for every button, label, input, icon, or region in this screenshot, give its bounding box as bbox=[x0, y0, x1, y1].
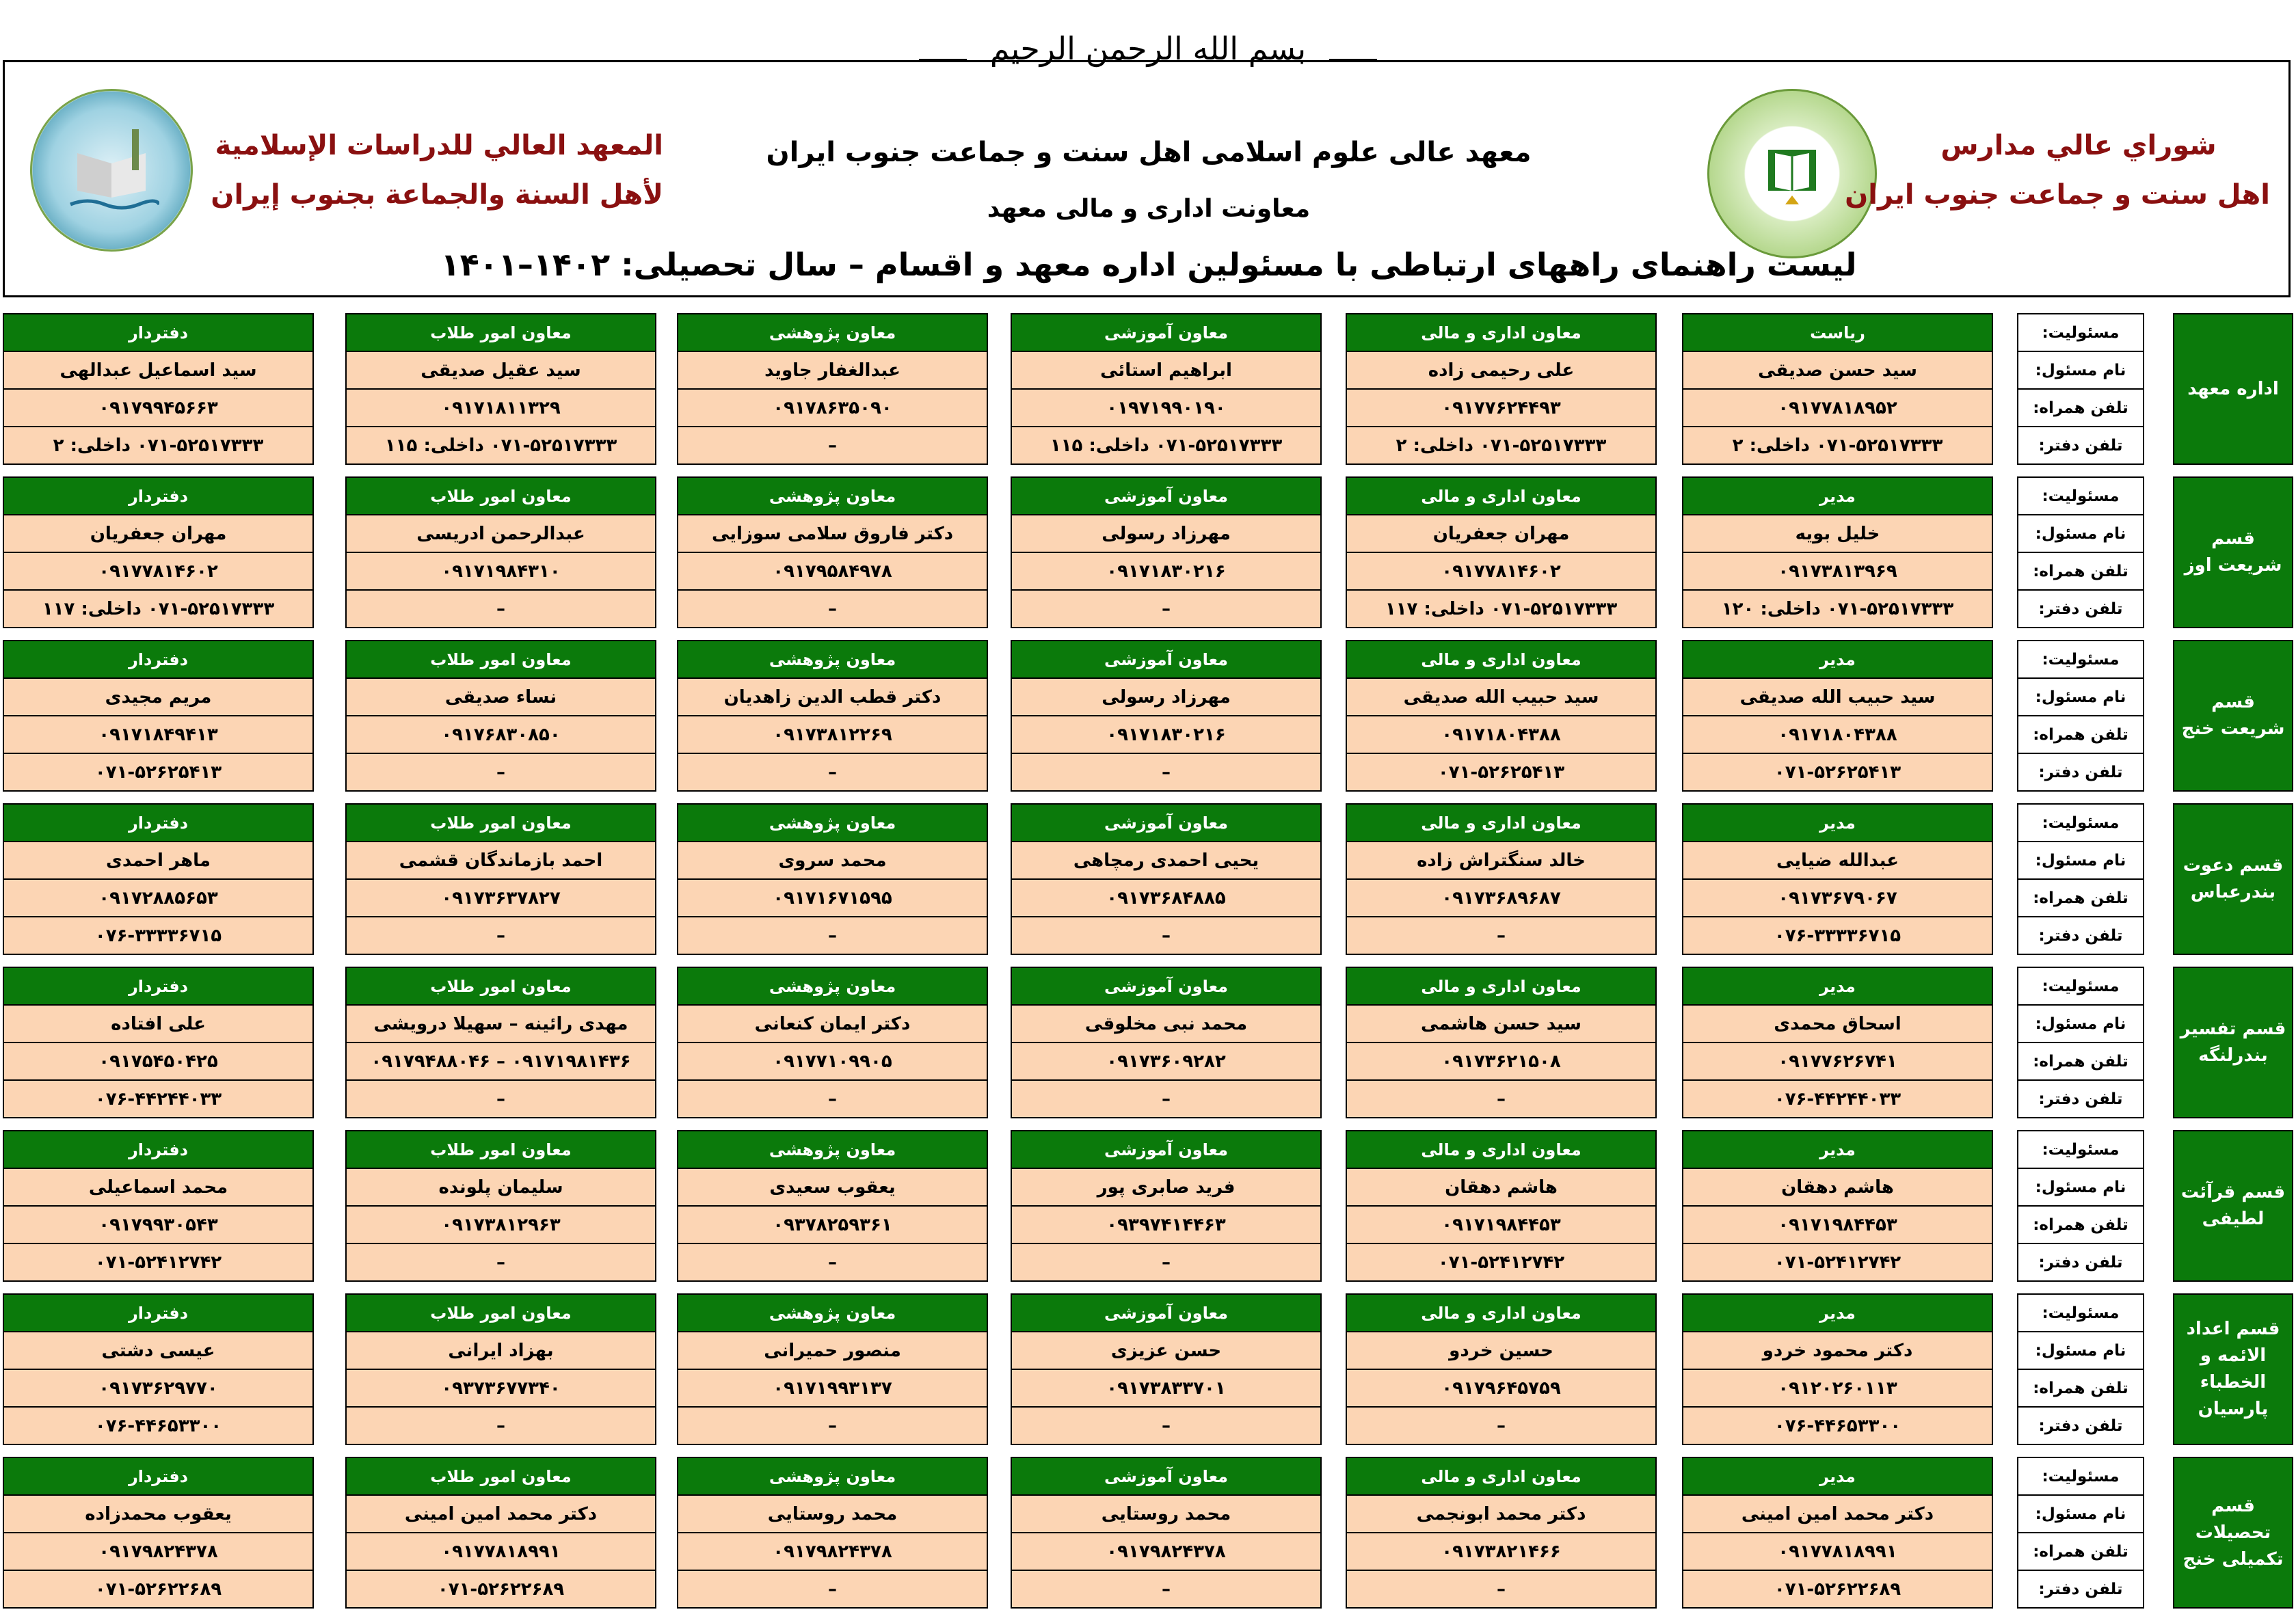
entry-office-cell: ۰۷۱-۵۲۶۲۲۶۸۹ bbox=[1682, 1571, 1993, 1609]
entry-office-cell: – bbox=[345, 754, 656, 792]
entry-office-cell: – bbox=[345, 1408, 656, 1445]
entry-role-header: معاون پژوهشی bbox=[677, 967, 988, 1006]
entry-role-header: معاون امور طلاب bbox=[345, 967, 656, 1006]
row-label-role: مسئولیت: bbox=[2017, 1293, 2144, 1332]
row-label-role: مسئولیت: bbox=[2017, 1130, 2144, 1169]
entry-office-cell: – bbox=[677, 1408, 988, 1445]
entry-office-cell: ۰۷۱-۵۲۴۱۲۷۴۲ bbox=[1682, 1244, 1993, 1282]
row-label-role: مسئولیت: bbox=[2017, 476, 2144, 515]
entry-name-cell: مهدی رائینه – سهیلا درویشی bbox=[345, 1006, 656, 1043]
entry-mobile-cell: ۰۹۱۷۱۹۹۳۱۳۷ bbox=[677, 1370, 988, 1408]
row-label-role: مسئولیت: bbox=[2017, 967, 2144, 1006]
entry-mobile-cell: ۰۹۱۷۷۱۰۹۹۰۵ bbox=[677, 1043, 988, 1081]
entry-role-header: معاون امور طلاب bbox=[345, 1457, 656, 1496]
row-label-office: تلفن دفتر: bbox=[2017, 1244, 2144, 1282]
entry-mobile-cell: ۰۹۱۷۳۸۳۳۷۰۱ bbox=[1011, 1370, 1322, 1408]
left-institute-subtitle: لأهل السنة والجماعة بجنوب إيران bbox=[211, 179, 663, 211]
row-label-office: تلفن دفتر: bbox=[2017, 1571, 2144, 1609]
entry-mobile-cell: ۰۱۹۷۱۹۹۰۱۹۰ bbox=[1011, 390, 1322, 427]
row-label-role: مسئولیت: bbox=[2017, 1457, 2144, 1496]
entry-office-cell: – bbox=[345, 1081, 656, 1118]
entry-name-cell: فرید صابری پور bbox=[1011, 1169, 1322, 1207]
entry-name-cell: عیسی دشتی bbox=[3, 1332, 314, 1370]
entry-mobile-cell: ۰۹۱۷۷۸۱۸۹۵۲ bbox=[1682, 390, 1993, 427]
row-label-office: تلفن دفتر: bbox=[2017, 1408, 2144, 1445]
row-label-name: نام مسئول: bbox=[2017, 842, 2144, 880]
row-label-mobile: تلفن همراه: bbox=[2017, 553, 2144, 591]
entry-office-cell: ۰۷۱-۵۲۶۲۵۴۱۳ bbox=[1682, 754, 1993, 792]
row-label-office: تلفن دفتر: bbox=[2017, 591, 2144, 628]
entry-name-cell: سید حسن صدیقی bbox=[1682, 352, 1993, 390]
entry-role-header: معاون اداری و مالی bbox=[1346, 967, 1657, 1006]
entry-mobile-cell: ۰۹۱۷۳۶۷۹۰۶۷ bbox=[1682, 880, 1993, 917]
entry-mobile-cell: ۰۹۱۷۳۸۱۲۹۶۳ bbox=[345, 1207, 656, 1244]
entry-role-header: معاون امور طلاب bbox=[345, 1130, 656, 1169]
entry-name-cell: دکتر فاروق سلامی سوزایی bbox=[677, 515, 988, 553]
row-label-office: تلفن دفتر: bbox=[2017, 754, 2144, 792]
entry-role-header: ریاست bbox=[1682, 313, 1993, 352]
entry-mobile-cell: ۰۹۱۷۱۹۸۴۳۱۰ bbox=[345, 553, 656, 591]
entry-role-header: معاون آموزشی bbox=[1011, 1293, 1322, 1332]
entry-name-cell: یعقوب سعیدی bbox=[677, 1169, 988, 1207]
entry-role-header: مدیر bbox=[1682, 1293, 1993, 1332]
entry-role-header: معاون اداری و مالی bbox=[1346, 803, 1657, 842]
entry-mobile-cell: ۰۹۱۷۱۸۴۹۴۱۳ bbox=[3, 716, 314, 754]
row-label-mobile: تلفن همراه: bbox=[2017, 390, 2144, 427]
entry-office-cell: – bbox=[345, 1244, 656, 1282]
row-label-name: نام مسئول: bbox=[2017, 1006, 2144, 1043]
row-label-name: نام مسئول: bbox=[2017, 679, 2144, 716]
entry-office-cell: ۰۷۱-۵۲۶۲۲۶۸۹ bbox=[345, 1571, 656, 1609]
entry-mobile-cell: ۰۹۱۷۱۸۳۰۲۱۶ bbox=[1011, 716, 1322, 754]
entry-office-cell: ۰۷۱-۵۲۵۱۷۳۳۳ داخلی: ۲ bbox=[1682, 427, 1993, 465]
entry-role-header: معاون پژوهشی bbox=[677, 1293, 988, 1332]
entry-name-cell: محمد روستایی bbox=[677, 1496, 988, 1533]
entry-role-header: دفتردار bbox=[3, 803, 314, 842]
entry-role-header: معاون آموزشی bbox=[1011, 640, 1322, 679]
entry-role-header: مدیر bbox=[1682, 967, 1993, 1006]
entry-name-cell: دکتر محمد امین امینی bbox=[1682, 1496, 1993, 1533]
entry-mobile-cell: ۰۹۱۷۳۶۸۴۸۸۵ bbox=[1011, 880, 1322, 917]
entry-name-cell: سید اسماعیل عبدالهی bbox=[3, 352, 314, 390]
entry-role-header: معاون اداری و مالی bbox=[1346, 1293, 1657, 1332]
entry-role-header: دفتردار bbox=[3, 313, 314, 352]
entry-name-cell: خالد سنگتراش زاده bbox=[1346, 842, 1657, 880]
entry-mobile-cell: ۰۹۱۷۳۶۰۹۲۸۲ bbox=[1011, 1043, 1322, 1081]
row-label-mobile: تلفن همراه: bbox=[2017, 1533, 2144, 1571]
entry-mobile-cell: ۰۹۱۷۱۹۸۱۴۳۶ – ۰۹۱۷۹۴۸۸۰۴۶ bbox=[345, 1043, 656, 1081]
entry-name-cell: مهرزاد رسولی bbox=[1011, 515, 1322, 553]
entry-office-cell: – bbox=[1346, 1571, 1657, 1609]
entry-office-cell: ۰۷۱-۵۲۶۲۵۴۱۳ bbox=[1346, 754, 1657, 792]
entry-office-cell: – bbox=[1346, 917, 1657, 955]
entry-name-cell: علی افتاده bbox=[3, 1006, 314, 1043]
entry-mobile-cell: ۰۹۱۷۸۶۳۵۰۹۰ bbox=[677, 390, 988, 427]
entry-name-cell: هاشم دهقان bbox=[1682, 1169, 1993, 1207]
entry-role-header: معاون آموزشی bbox=[1011, 476, 1322, 515]
entry-mobile-cell: ۰۹۱۷۳۶۳۷۸۲۷ bbox=[345, 880, 656, 917]
entry-role-header: معاون پژوهشی bbox=[677, 640, 988, 679]
entry-name-cell: عبدالرحمن ادریسی bbox=[345, 515, 656, 553]
entry-name-cell: منصور حمیرانی bbox=[677, 1332, 988, 1370]
section-title: اداره معهد bbox=[2173, 313, 2293, 465]
row-label-name: نام مسئول: bbox=[2017, 352, 2144, 390]
entry-name-cell: دکتر محمد امین امینی bbox=[345, 1496, 656, 1533]
entry-office-cell: – bbox=[1346, 1408, 1657, 1445]
entry-office-cell: ۰۷۱-۵۲۶۲۲۶۸۹ bbox=[3, 1571, 314, 1609]
entry-mobile-cell: ۰۹۱۷۳۸۱۲۲۶۹ bbox=[677, 716, 988, 754]
entry-mobile-cell: ۰۹۱۷۹۵۸۴۹۷۸ bbox=[677, 553, 988, 591]
entry-mobile-cell: ۰۹۱۷۱۸۱۱۳۲۹ bbox=[345, 390, 656, 427]
entry-role-header: معاون آموزشی bbox=[1011, 1457, 1322, 1496]
row-label-mobile: تلفن همراه: bbox=[2017, 1370, 2144, 1408]
entry-role-header: معاون اداری و مالی bbox=[1346, 1457, 1657, 1496]
entry-mobile-cell: ۰۹۱۷۱۸۰۴۳۸۸ bbox=[1682, 716, 1993, 754]
entry-mobile-cell: ۰۹۱۷۳۶۲۹۷۷۰ bbox=[3, 1370, 314, 1408]
entry-name-cell: دکتر ایمان کنعانی bbox=[677, 1006, 988, 1043]
entry-role-header: مدیر bbox=[1682, 476, 1993, 515]
entry-mobile-cell: ۰۹۱۷۷۸۱۸۹۹۱ bbox=[345, 1533, 656, 1571]
entry-name-cell: حسن عزیزی bbox=[1011, 1332, 1322, 1370]
entry-mobile-cell: ۰۹۳۷۳۶۷۷۳۴۰ bbox=[345, 1370, 656, 1408]
row-label-office: تلفن دفتر: bbox=[2017, 917, 2144, 955]
row-label-mobile: تلفن همراه: bbox=[2017, 1043, 2144, 1081]
entry-office-cell: – bbox=[1011, 1081, 1322, 1118]
entry-mobile-cell: ۰۹۱۷۳۸۱۳۹۶۹ bbox=[1682, 553, 1993, 591]
entry-office-cell: ۰۷۱-۵۲۵۱۷۳۳۳ داخلی: ۱۱۷ bbox=[3, 591, 314, 628]
entry-role-header: دفتردار bbox=[3, 1130, 314, 1169]
entry-name-cell: هاشم دهقان bbox=[1346, 1169, 1657, 1207]
entry-role-header: معاون پژوهشی bbox=[677, 476, 988, 515]
entry-name-cell: نساء صدیقی bbox=[345, 679, 656, 716]
entry-name-cell: سید حسن هاشمی bbox=[1346, 1006, 1657, 1043]
entry-office-cell: ۰۷۱-۵۲۵۱۷۳۳۳ داخلی: ۱۱۷ bbox=[1346, 591, 1657, 628]
entry-mobile-cell: ۰۹۱۷۹۸۲۴۳۷۸ bbox=[3, 1533, 314, 1571]
entry-mobile-cell: ۰۹۱۷۳۶۲۱۵۰۸ bbox=[1346, 1043, 1657, 1081]
entry-office-cell: – bbox=[677, 754, 988, 792]
entry-mobile-cell: ۰۹۱۷۳۶۸۹۶۸۷ bbox=[1346, 880, 1657, 917]
entry-office-cell: – bbox=[1011, 754, 1322, 792]
entry-name-cell: محمد سروی bbox=[677, 842, 988, 880]
entry-role-header: معاون آموزشی bbox=[1011, 803, 1322, 842]
entry-role-header: معاون آموزشی bbox=[1011, 313, 1322, 352]
entry-name-cell: احمد بازماندگان قشمی bbox=[345, 842, 656, 880]
row-label-role: مسئولیت: bbox=[2017, 803, 2144, 842]
entry-name-cell: یحیی احمدی رمچاهی bbox=[1011, 842, 1322, 880]
entry-role-header: معاون آموزشی bbox=[1011, 967, 1322, 1006]
entry-mobile-cell: ۰۹۱۷۹۹۳۰۵۴۳ bbox=[3, 1207, 314, 1244]
entry-name-cell: ماهر احمدی bbox=[3, 842, 314, 880]
entry-mobile-cell: ۰۹۱۷۵۴۵۰۴۲۵ bbox=[3, 1043, 314, 1081]
section-title: قسم اعداد الائمه و الخطباء پارسیان bbox=[2173, 1293, 2293, 1445]
entry-name-cell: عبدالغفار جاوید bbox=[677, 352, 988, 390]
entry-name-cell: حسین خردو bbox=[1346, 1332, 1657, 1370]
entry-office-cell: – bbox=[677, 1244, 988, 1282]
entry-office-cell: ۰۷۱-۵۲۵۱۷۳۳۳ داخلی: ۱۲۰ bbox=[1682, 591, 1993, 628]
entry-role-header: معاون پژوهشی bbox=[677, 313, 988, 352]
entry-name-cell: محمد نبی مخلوقی bbox=[1011, 1006, 1322, 1043]
entry-office-cell: – bbox=[1011, 1408, 1322, 1445]
entry-mobile-cell: ۰۹۱۷۱۸۰۴۳۸۸ bbox=[1346, 716, 1657, 754]
entry-office-cell: ۰۷۱-۵۲۶۲۵۴۱۳ bbox=[3, 754, 314, 792]
entry-office-cell: ۰۷۶-۴۴۶۵۳۳۰۰ bbox=[3, 1408, 314, 1445]
entry-role-header: معاون امور طلاب bbox=[345, 803, 656, 842]
entry-role-header: معاون اداری و مالی bbox=[1346, 476, 1657, 515]
entry-name-cell: مریم مجیدی bbox=[3, 679, 314, 716]
entry-mobile-cell: ۰۹۱۷۹۸۲۴۳۷۸ bbox=[677, 1533, 988, 1571]
row-label-name: نام مسئول: bbox=[2017, 1496, 2144, 1533]
entry-mobile-cell: ۰۹۱۷۱۸۳۰۲۱۶ bbox=[1011, 553, 1322, 591]
entry-mobile-cell: ۰۹۱۷۷۶۲۴۴۹۳ bbox=[1346, 390, 1657, 427]
entry-mobile-cell: ۰۹۱۷۹۶۴۵۷۵۹ bbox=[1346, 1370, 1657, 1408]
open-book-icon bbox=[1751, 133, 1833, 215]
entry-name-cell: محمد اسماعیلی bbox=[3, 1169, 314, 1207]
entry-role-header: دفتردار bbox=[3, 476, 314, 515]
entry-office-cell: – bbox=[345, 591, 656, 628]
section-title: قسم تحصیلات تکمیلی خنج bbox=[2173, 1457, 2293, 1609]
entry-role-header: مدیر bbox=[1682, 803, 1993, 842]
entry-office-cell: ۰۷۱-۵۲۵۱۷۳۳۳ داخلی: ۲ bbox=[3, 427, 314, 465]
entry-name-cell: مهران جعفریان bbox=[1346, 515, 1657, 553]
entry-office-cell: – bbox=[1011, 591, 1322, 628]
row-label-office: تلفن دفتر: bbox=[2017, 1081, 2144, 1118]
left-institute-name: المعهد العالي للدراسات الإسلامية bbox=[215, 130, 663, 161]
entry-office-cell: – bbox=[1011, 1244, 1322, 1282]
entry-mobile-cell: ۰۹۱۷۹۸۲۴۳۷۸ bbox=[1011, 1533, 1322, 1571]
section-title: قسم دعوت بندرعباس bbox=[2173, 803, 2293, 955]
entry-mobile-cell: ۰۹۳۷۸۲۵۹۳۶۱ bbox=[677, 1207, 988, 1244]
entry-name-cell: دکتر محمد ابونجمی bbox=[1346, 1496, 1657, 1533]
entry-mobile-cell: ۰۹۳۹۷۴۱۴۴۶۳ bbox=[1011, 1207, 1322, 1244]
entry-role-header: معاون امور طلاب bbox=[345, 640, 656, 679]
entry-office-cell: – bbox=[677, 427, 988, 465]
entry-mobile-cell: ۰۹۱۷۳۸۲۱۴۶۶ bbox=[1346, 1533, 1657, 1571]
entry-name-cell: محمد روستایی bbox=[1011, 1496, 1322, 1533]
entry-office-cell: – bbox=[677, 591, 988, 628]
section-title: قسم شریعت خنج bbox=[2173, 640, 2293, 792]
entry-name-cell: سید حبیب الله صدیقی bbox=[1682, 679, 1993, 716]
entry-role-header: مدیر bbox=[1682, 1130, 1993, 1169]
entry-name-cell: یعقوب محمدزاده bbox=[3, 1496, 314, 1533]
entry-mobile-cell: ۰۹۱۷۲۸۸۵۶۵۳ bbox=[3, 880, 314, 917]
entry-role-header: دفتردار bbox=[3, 1457, 314, 1496]
entry-role-header: معاون اداری و مالی bbox=[1346, 313, 1657, 352]
section-title: قسم شریعت اوز bbox=[2173, 476, 2293, 628]
entry-office-cell: ۰۷۱-۵۲۵۱۷۳۳۳ داخلی: ۲ bbox=[1346, 427, 1657, 465]
entry-role-header: مدیر bbox=[1682, 1457, 1993, 1496]
entry-role-header: معاون امور طلاب bbox=[345, 476, 656, 515]
entry-role-header: معاون پژوهشی bbox=[677, 803, 988, 842]
entry-office-cell: – bbox=[345, 917, 656, 955]
entry-mobile-cell: ۰۹۱۷۷۸۱۴۶۰۲ bbox=[1346, 553, 1657, 591]
entry-name-cell: اسحاق محمدی bbox=[1682, 1006, 1993, 1043]
entry-office-cell: ۰۷۶-۳۳۳۳۶۷۱۵ bbox=[1682, 917, 1993, 955]
entry-role-header: معاون امور طلاب bbox=[345, 313, 656, 352]
entry-role-header: معاون پژوهشی bbox=[677, 1457, 988, 1496]
entry-role-header: دفتردار bbox=[3, 1293, 314, 1332]
book-icon bbox=[64, 122, 159, 218]
entry-name-cell: سید حبیب الله صدیقی bbox=[1346, 679, 1657, 716]
entry-mobile-cell: ۰۹۱۷۷۸۱۸۹۹۱ bbox=[1682, 1533, 1993, 1571]
section-title: قسم تفسیر بندرلنگه bbox=[2173, 967, 2293, 1118]
entry-office-cell: – bbox=[677, 1571, 988, 1609]
entry-office-cell: ۰۷۱-۵۲۴۱۲۷۴۲ bbox=[1346, 1244, 1657, 1282]
center-subtitle: معاونت اداری و مالی معهد bbox=[987, 195, 1311, 223]
row-label-name: نام مسئول: bbox=[2017, 1332, 2144, 1370]
entry-office-cell: – bbox=[1346, 1081, 1657, 1118]
entry-office-cell: ۰۷۱-۵۲۴۱۲۷۴۲ bbox=[3, 1244, 314, 1282]
entry-mobile-cell: ۰۹۱۲۰۲۶۰۱۱۳ bbox=[1682, 1370, 1993, 1408]
council-logo-right bbox=[1707, 89, 1877, 258]
entry-role-header: معاون امور طلاب bbox=[345, 1293, 656, 1332]
entry-name-cell: مهرزاد رسولی bbox=[1011, 679, 1322, 716]
entry-role-header: مدیر bbox=[1682, 640, 1993, 679]
entry-mobile-cell: ۰۹۱۷۱۶۷۱۵۹۵ bbox=[677, 880, 988, 917]
basmala: بسم الله الرحمن الرحیم bbox=[957, 11, 1339, 86]
entry-role-header: معاون اداری و مالی bbox=[1346, 1130, 1657, 1169]
entry-role-header: دفتردار bbox=[3, 640, 314, 679]
entry-name-cell: خلیل بویه bbox=[1682, 515, 1993, 553]
row-label-mobile: تلفن همراه: bbox=[2017, 1207, 2144, 1244]
row-label-name: نام مسئول: bbox=[2017, 1169, 2144, 1207]
entry-office-cell: ۰۷۱-۵۲۵۱۷۳۳۳ داخلی: ۱۱۵ bbox=[1011, 427, 1322, 465]
entry-mobile-cell: ۰۹۱۷۱۹۸۴۴۵۳ bbox=[1346, 1207, 1657, 1244]
entry-office-cell: ۰۷۶-۴۴۲۴۴۰۳۳ bbox=[1682, 1081, 1993, 1118]
entry-office-cell: ۰۷۶-۴۴۲۴۴۰۳۳ bbox=[3, 1081, 314, 1118]
entry-name-cell: مهران جعفریان bbox=[3, 515, 314, 553]
entry-office-cell: ۰۷۱-۵۲۵۱۷۳۳۳ داخلی: ۱۱۵ bbox=[345, 427, 656, 465]
row-label-office: تلفن دفتر: bbox=[2017, 427, 2144, 465]
institute-logo-left bbox=[30, 89, 193, 252]
entry-name-cell: دکتر قطب الدین زاهدیان bbox=[677, 679, 988, 716]
entry-role-header: دفتردار bbox=[3, 967, 314, 1006]
entry-name-cell: سلیمان پلونده bbox=[345, 1169, 656, 1207]
right-council-name: شوراي عالي مدارس bbox=[1940, 130, 2217, 161]
section-title: قسم قرآئت لطیفی bbox=[2173, 1130, 2293, 1282]
entry-office-cell: ۰۷۶-۳۳۳۳۶۷۱۵ bbox=[3, 917, 314, 955]
entry-office-cell: – bbox=[677, 917, 988, 955]
entry-name-cell: عبدالله ضیایی bbox=[1682, 842, 1993, 880]
right-council-subtitle: اهل سنت و جماعت جنوب ايران bbox=[1845, 179, 2270, 211]
entry-mobile-cell: ۰۹۱۷۶۸۳۰۸۵۰ bbox=[345, 716, 656, 754]
row-label-mobile: تلفن همراه: bbox=[2017, 880, 2144, 917]
entry-office-cell: ۰۷۶-۴۴۶۵۳۳۰۰ bbox=[1682, 1408, 1993, 1445]
row-label-mobile: تلفن همراه: bbox=[2017, 716, 2144, 754]
entry-office-cell: – bbox=[1011, 917, 1322, 955]
entry-name-cell: ابراهیم استائی bbox=[1011, 352, 1322, 390]
entry-role-header: معاون پژوهشی bbox=[677, 1130, 988, 1169]
list-title: لیست راهنمای راههای ارتباطی با مسئولین اداره معهد و اقسام – سال تحصیلی: ۱۴۰۲–۱۴۰۱ bbox=[440, 246, 1857, 283]
row-label-name: نام مسئول: bbox=[2017, 515, 2144, 553]
row-label-role: مسئولیت: bbox=[2017, 313, 2144, 352]
entry-name-cell: سید عقیل صدیقی bbox=[345, 352, 656, 390]
entry-name-cell: علی رحیمی زاده bbox=[1346, 352, 1657, 390]
entry-name-cell: دکتر محمود خردو bbox=[1682, 1332, 1993, 1370]
center-title: معهد عالی علوم اسلامی اهل سنت و جماعت جنوب ایران bbox=[766, 137, 1532, 168]
entry-mobile-cell: ۰۹۱۷۹۹۴۵۶۶۳ bbox=[3, 390, 314, 427]
entry-mobile-cell: ۰۹۱۷۱۹۸۴۴۵۳ bbox=[1682, 1207, 1993, 1244]
entry-mobile-cell: ۰۹۱۷۷۶۲۶۷۴۱ bbox=[1682, 1043, 1993, 1081]
entry-name-cell: بهزاد ایرانی bbox=[345, 1332, 656, 1370]
entry-mobile-cell: ۰۹۱۷۷۸۱۴۶۰۲ bbox=[3, 553, 314, 591]
entry-office-cell: – bbox=[677, 1081, 988, 1118]
entry-role-header: معاون اداری و مالی bbox=[1346, 640, 1657, 679]
entry-office-cell: – bbox=[1011, 1571, 1322, 1609]
entry-role-header: معاون آموزشی bbox=[1011, 1130, 1322, 1169]
row-label-role: مسئولیت: bbox=[2017, 640, 2144, 679]
